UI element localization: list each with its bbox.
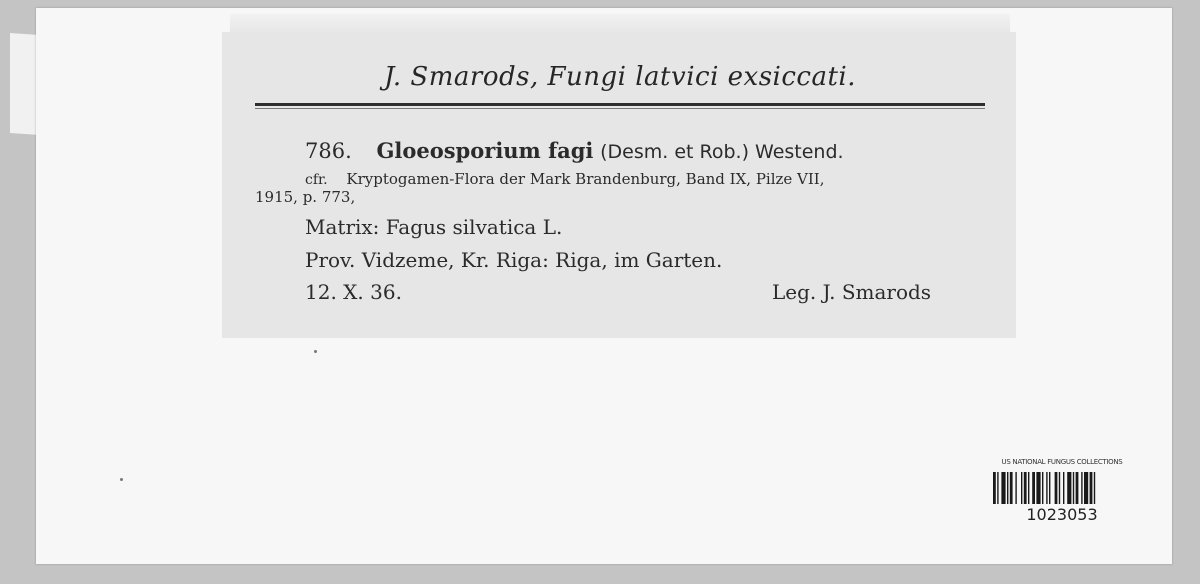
barcode-icon [992,472,1132,504]
barcode-label [986,458,1138,528]
collector: Leg. J. Smarods [772,280,932,304]
barcode-caption: US NATIONAL FUNGUS COLLECTIONS [1001,458,1123,466]
paper-speck [120,478,123,481]
taxon-authority: (Desm. et Rob.) Westend. [600,141,844,163]
barcode-number: 1023053 [1026,505,1098,524]
paper-speck [314,350,317,353]
matrix-line: Matrix: Fagus silvatica L. [305,215,563,239]
citation-line-2: 1915, p. 773, [255,188,356,206]
citation-text: Kryptogamen-Flora der Mark Brandenburg, Band IX, Pilze VII, [346,170,825,188]
locality-line: Prov. Vidzeme, Kr. Riga: Riga, im Garten. [305,248,723,272]
citation-prefix: cfr. [305,172,328,188]
taxon-line [305,138,844,163]
collection-date: 12. X. 36. [305,280,402,304]
exsiccata-title: J. Smarods, Fungi latvici exsiccati. [383,62,857,92]
header-rule [255,103,985,106]
label-paper-edge [230,14,1010,34]
citation-line-1 [305,170,825,188]
specimen-number: 786. [305,139,352,163]
taxon-name: Gloeosporium fagi [376,138,594,163]
header-rule-thin [255,108,985,109]
